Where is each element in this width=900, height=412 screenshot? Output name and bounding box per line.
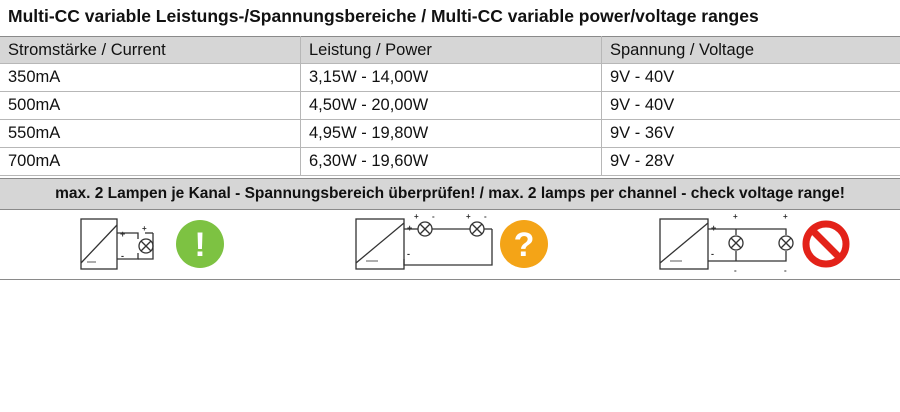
voltage-cell: 9V - 40V — [602, 64, 900, 92]
lamp-minus-label: - — [432, 212, 435, 221]
lamp-icon — [139, 239, 153, 253]
lamp-icon — [779, 236, 793, 250]
svg-text:!: ! — [194, 226, 206, 264]
voltage-cell: 9V - 36V — [602, 120, 900, 148]
lamp-plus-label: + — [783, 212, 788, 221]
lamp-limit-warning: max. 2 Lampen je Kanal - Spannungsbereich überprüfen! / max. 2 lamps per channel - check voltage range! — [0, 178, 900, 210]
driver-icon — [660, 219, 708, 269]
table-row — [0, 148, 900, 176]
current-cell: 550mA — [0, 120, 301, 148]
voltage-cell: 9V - 40V — [602, 92, 900, 120]
wiring-diagrams — [0, 209, 900, 280]
plus-terminal-label: + — [711, 223, 717, 233]
minus-terminal-label: - — [121, 251, 124, 261]
lamp-minus-label: - — [734, 266, 737, 275]
power-cell: 6,30W - 19,60W — [301, 148, 602, 176]
check-status-icon — [500, 220, 548, 268]
wiring-lines — [708, 229, 786, 261]
driver-icon — [356, 219, 404, 269]
plus-terminal-label: + — [120, 229, 126, 239]
page-title: Multi-CC variable Leistungs-/Spannungsbereiche / Multi-CC variable power/voltage ranges — [8, 6, 759, 26]
parallel-lamps-wiring-diagram — [656, 209, 856, 279]
current-cell: 700mA — [0, 148, 301, 176]
table-row — [0, 64, 900, 92]
table-row — [0, 92, 900, 120]
column-header-current: Stromstärke / Current — [0, 37, 301, 64]
series-lamps-wiring-diagram — [352, 209, 552, 279]
current-cell: 350mA — [0, 64, 301, 92]
plus-terminal-label: + — [407, 223, 413, 233]
lamp-plus-label: + — [733, 212, 738, 221]
svg-text:?: ? — [513, 226, 535, 264]
current-cell: 500mA — [0, 92, 301, 120]
table-header-row — [0, 37, 900, 64]
lamp-plus-label: + — [466, 212, 471, 221]
minus-terminal-label: - — [407, 249, 410, 259]
ranges-table — [0, 36, 900, 176]
power-cell: 4,95W - 19,80W — [301, 120, 602, 148]
column-header-power: Leistung / Power — [301, 37, 602, 64]
power-cell: 3,15W - 14,00W — [301, 64, 602, 92]
minus-terminal-label: - — [711, 249, 714, 259]
forbidden-status-icon — [806, 224, 846, 264]
power-cell: 4,50W - 20,00W — [301, 92, 602, 120]
table-row — [0, 120, 900, 148]
lamp-icon — [729, 236, 743, 250]
ok-status-icon — [176, 220, 224, 268]
lamp-plus-label: + — [142, 224, 147, 233]
lamp-icon — [470, 222, 484, 236]
lamp-plus-label: + — [414, 212, 419, 221]
driver-icon — [81, 219, 117, 269]
lamp-icon — [418, 222, 432, 236]
column-header-voltage: Spannung / Voltage — [602, 37, 900, 64]
wiring-lines — [404, 229, 492, 265]
single-lamp-wiring-diagram — [78, 209, 228, 279]
lamp-minus-label: - — [484, 212, 487, 221]
voltage-cell: 9V - 28V — [602, 148, 900, 176]
lamp-minus-label: - — [784, 266, 787, 275]
